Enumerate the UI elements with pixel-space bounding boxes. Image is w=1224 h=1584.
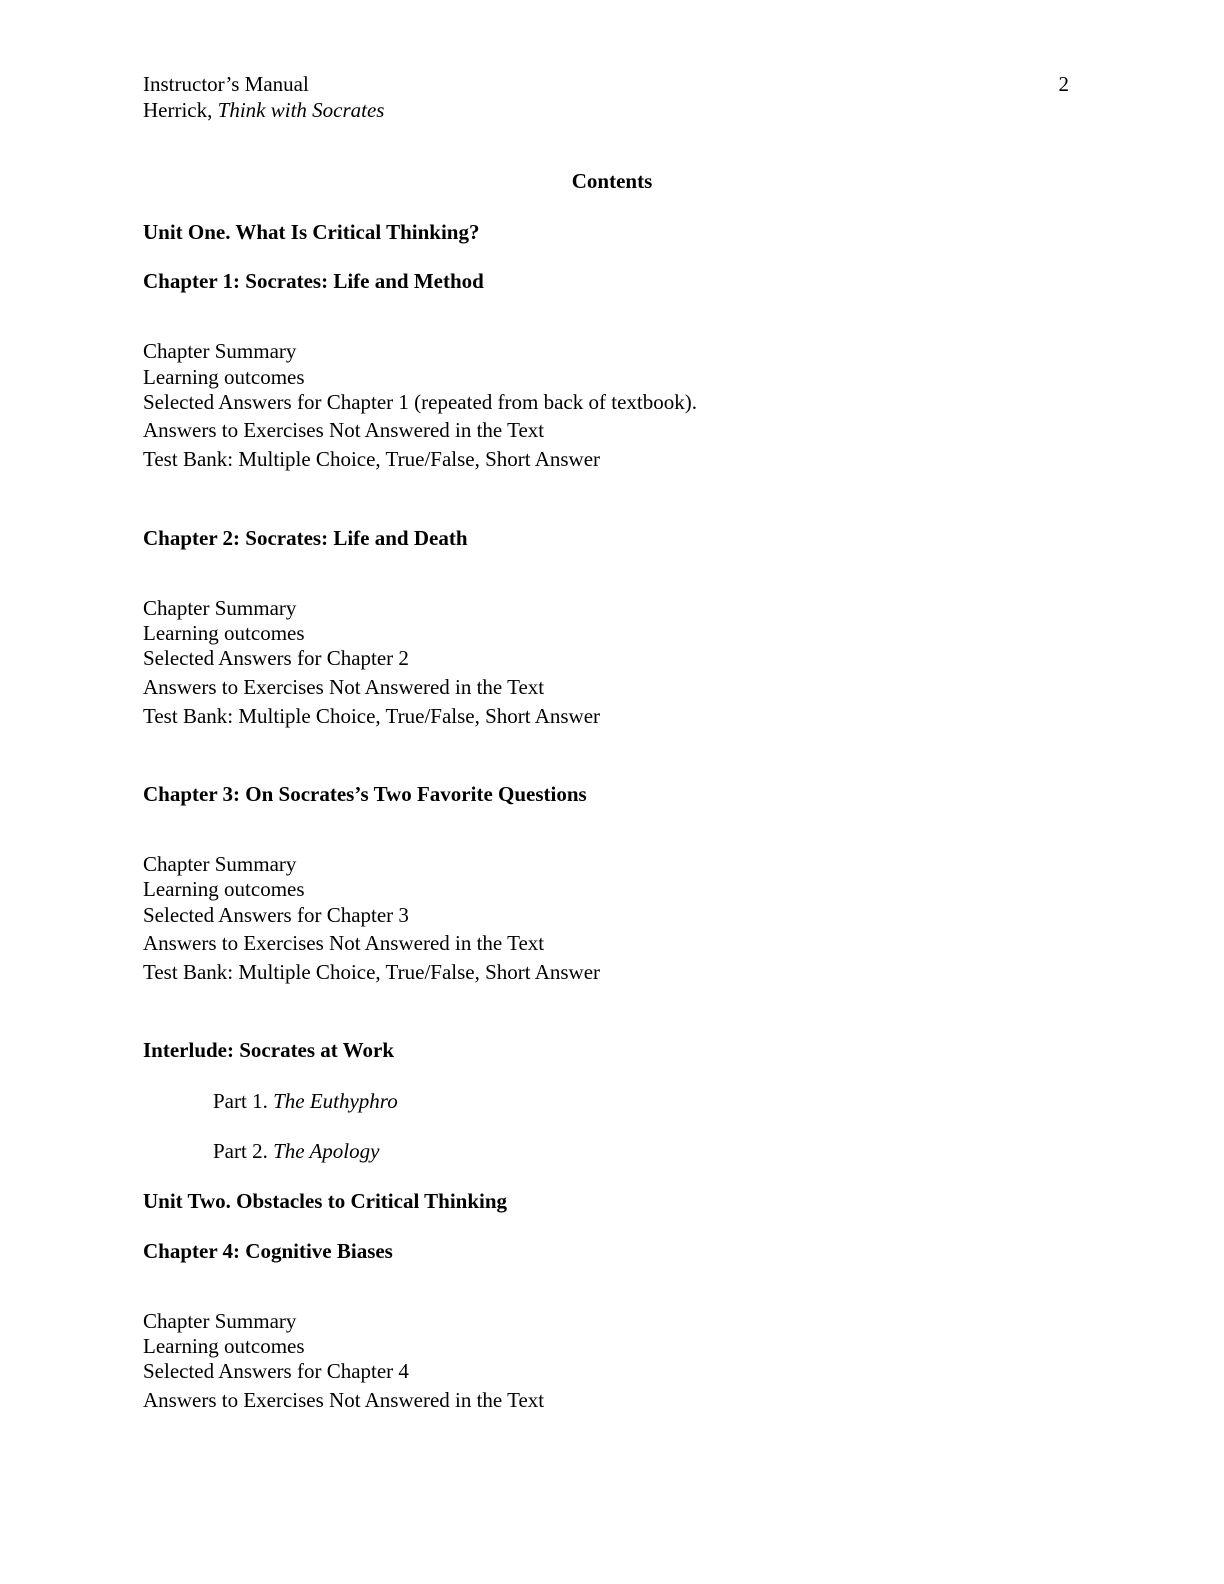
chapter-1-item: Learning outcomes bbox=[143, 365, 305, 389]
chapter-2-item: Test Bank: Multiple Choice, True/False, Short Answer bbox=[143, 704, 601, 728]
chapter-2-item: Answers to Exercises Not Answered in the Text bbox=[143, 675, 545, 699]
unit-one-heading: Unit One. What Is Critical Thinking? bbox=[143, 220, 480, 244]
chapter-3-item: Test Bank: Multiple Choice, True/False, Short Answer bbox=[143, 960, 601, 984]
chapter-1-heading: Chapter 1: Socrates: Life and Method bbox=[143, 269, 484, 293]
chapter-4-item: Selected Answers for Chapter 4 bbox=[143, 1359, 409, 1383]
chapter-2-item: Chapter Summary bbox=[143, 596, 297, 620]
part-1-label: Part 1. bbox=[213, 1089, 268, 1113]
chapter-3-heading: Chapter 3: On Socrates’s Two Favorite Questions bbox=[143, 782, 587, 806]
chapter-1-item: Selected Answers for Chapter 1 (repeated from back of textbook). bbox=[143, 390, 697, 414]
book-title: Think with Socrates bbox=[217, 98, 385, 122]
running-header-author bbox=[143, 100, 384, 121]
contents-heading: Contents bbox=[571, 169, 653, 193]
chapter-1-item: Chapter Summary bbox=[143, 339, 297, 363]
chapter-2-item: Selected Answers for Chapter 2 bbox=[143, 646, 409, 670]
interlude-heading: Interlude: Socrates at Work bbox=[143, 1038, 395, 1062]
chapter-3-item: Selected Answers for Chapter 3 bbox=[143, 903, 409, 927]
chapter-3-item: Answers to Exercises Not Answered in the Text bbox=[143, 931, 545, 955]
chapter-4-heading: Chapter 4: Cognitive Biases bbox=[143, 1239, 393, 1263]
chapter-4-item: Answers to Exercises Not Answered in the Text bbox=[143, 1388, 545, 1412]
interlude-part-1 bbox=[213, 1091, 398, 1112]
chapter-4-item: Learning outcomes bbox=[143, 1334, 305, 1358]
chapter-2-heading: Chapter 2: Socrates: Life and Death bbox=[143, 526, 468, 550]
page-number: 2 bbox=[1058, 72, 1069, 96]
part-1-title: The Euthyphro bbox=[273, 1089, 398, 1113]
author-name: Herrick, bbox=[143, 98, 213, 122]
part-2-label: Part 2. bbox=[213, 1139, 268, 1163]
chapter-1-item: Test Bank: Multiple Choice, True/False, Short Answer bbox=[143, 447, 601, 471]
chapter-4-item: Chapter Summary bbox=[143, 1309, 297, 1333]
chapter-3-item: Chapter Summary bbox=[143, 852, 297, 876]
interlude-part-2 bbox=[213, 1141, 379, 1162]
chapter-2-item: Learning outcomes bbox=[143, 621, 305, 645]
unit-two-heading: Unit Two. Obstacles to Critical Thinking bbox=[143, 1189, 508, 1213]
chapter-1-item: Answers to Exercises Not Answered in the Text bbox=[143, 418, 545, 442]
part-2-title: The Apology bbox=[273, 1139, 380, 1163]
running-header-title: Instructor’s Manual bbox=[143, 72, 309, 96]
chapter-3-item: Learning outcomes bbox=[143, 877, 305, 901]
